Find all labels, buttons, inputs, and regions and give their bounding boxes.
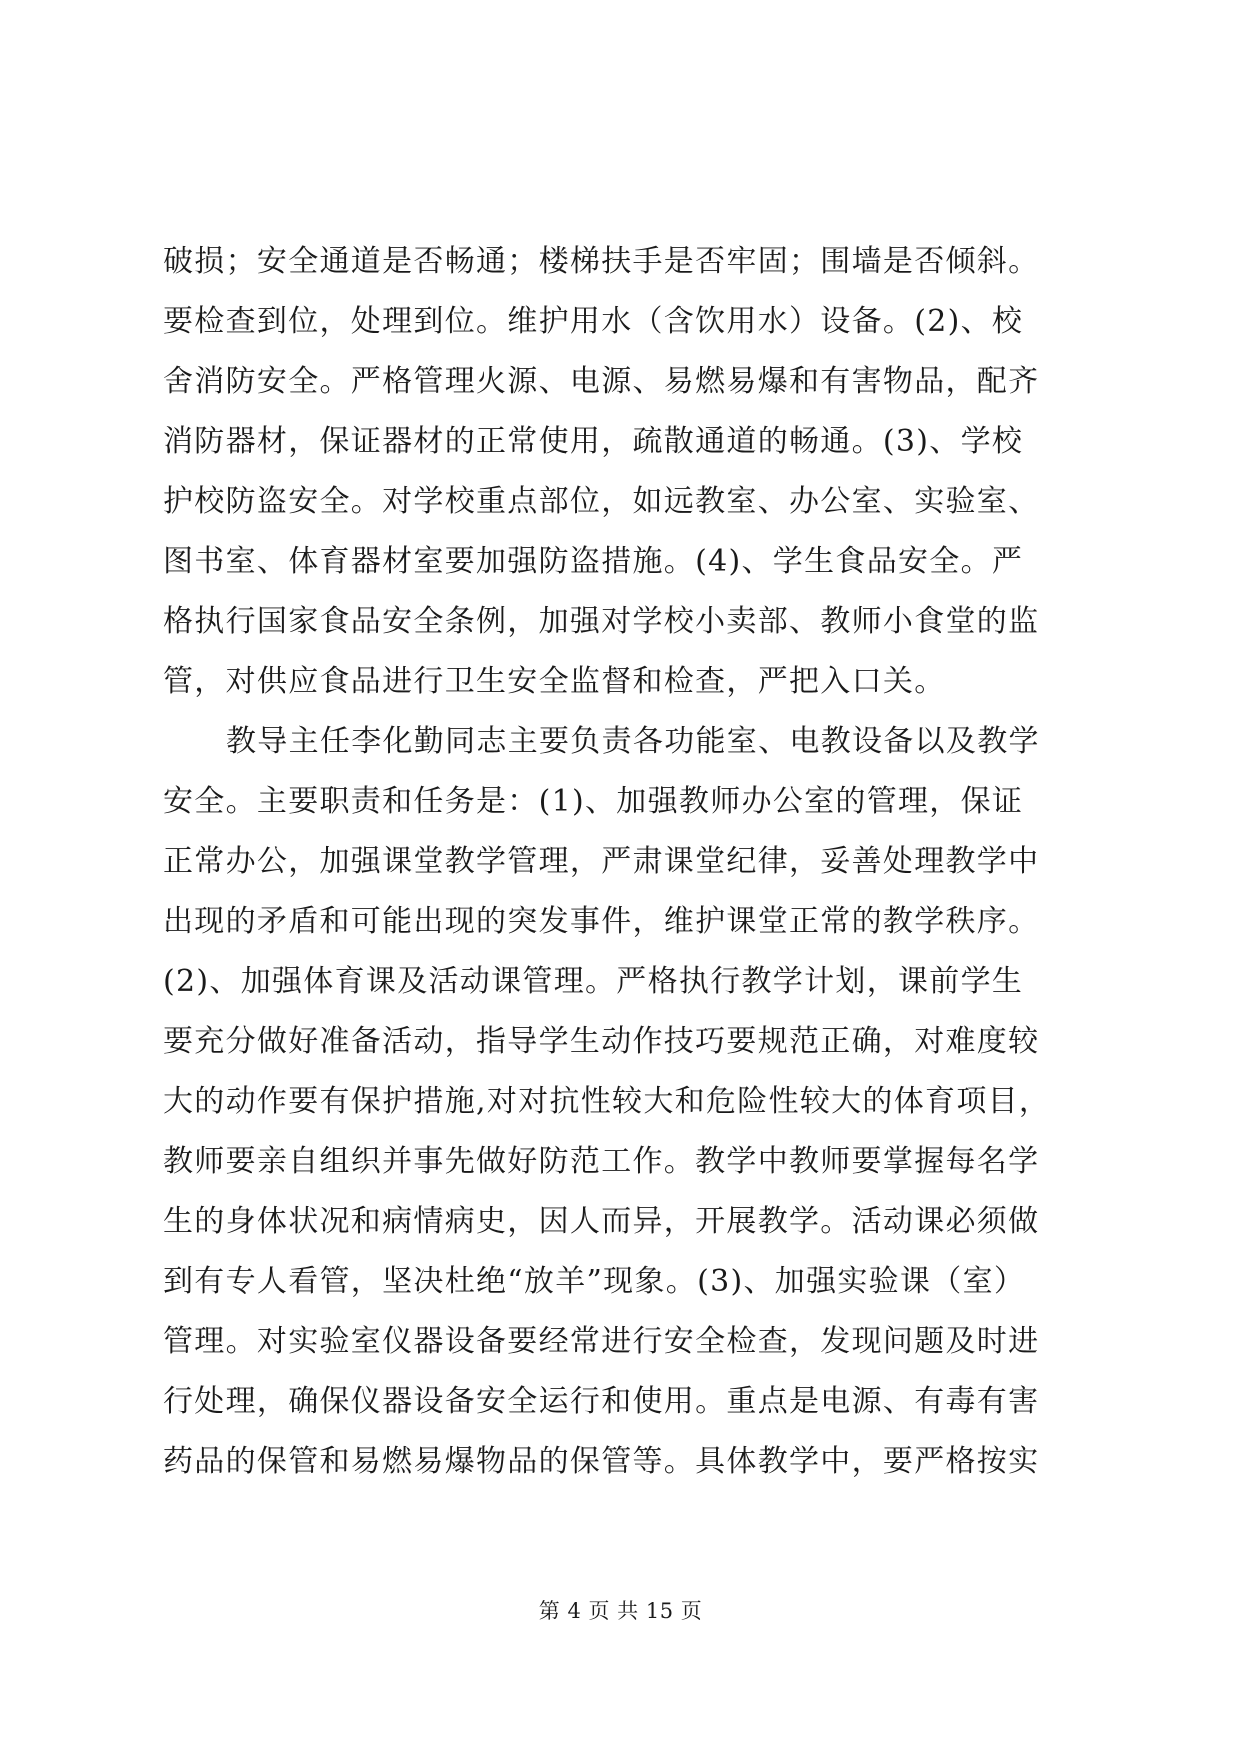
text-line: 安全。主要职责和任务是：(1)、加强教师办公室的管理，保证 xyxy=(163,784,1024,819)
text-line: 药品的保管和易燃易爆物品的保管等。具体教学中，要严格按实 xyxy=(163,1444,1040,1479)
text-line: 出现的矛盾和可能出现的突发事件，维护课堂正常的教学秩序。 xyxy=(163,904,1040,939)
body-text xyxy=(163,232,1083,1492)
text-line: 管，对供应食品进行卫生安全监督和检查，严把入口关。 xyxy=(163,664,946,699)
text-line: 大的动作要有保护措施,对对抗性较大和危险性较大的体育项目， xyxy=(163,1084,1051,1119)
text-line: 教师要亲自组织并事先做好防范工作。教学中教师要掌握每名学 xyxy=(163,1144,1040,1179)
text-line: 要充分做好准备活动，指导学生动作技巧要规范正确，对难度较 xyxy=(163,1024,1040,1059)
text-line: 到有专人看管，坚决杜绝“放羊”现象。(3)、加强实验课（室） xyxy=(163,1264,1026,1299)
text-line: 要检查到位，处理到位。维护用水（含饮用水）设备。(2)、校 xyxy=(163,304,1024,339)
text-line: (2)、加强体育课及活动课管理。严格执行教学计划，课前学生 xyxy=(163,964,1024,999)
text-line: 舍消防安全。严格管理火源、电源、易燃易爆和有害物品，配齐 xyxy=(163,364,1040,399)
text-line: 破损；安全通道是否畅通；楼梯扶手是否牢固；围墙是否倾斜。 xyxy=(163,244,1040,279)
paragraph-first-line: 教导主任李化勤同志主要负责各功能室、电教设备以及教学 xyxy=(226,724,1040,759)
text-line: 护校防盗安全。对学校重点部位，如远教室、办公室、实验室、 xyxy=(163,484,1040,519)
page-number-footer: 第 4 页 共 15 页 xyxy=(538,1599,703,1623)
text-line: 正常办公，加强课堂教学管理，严肃课堂纪律，妥善处理教学中 xyxy=(163,844,1040,879)
text-line: 行处理，确保仪器设备安全运行和使用。重点是电源、有毒有害 xyxy=(163,1384,1040,1419)
text-line: 管理。对实验室仪器设备要经常进行安全检查，发现问题及时进 xyxy=(163,1324,1040,1359)
text-line: 图书室、体育器材室要加强防盗措施。(4)、学生食品安全。严 xyxy=(163,544,1024,579)
text-line: 格执行国家食品安全条例，加强对学校小卖部、教师小食堂的监 xyxy=(163,604,1040,639)
text-line: 消防器材，保证器材的正常使用，疏散通道的畅通。(3)、学校 xyxy=(163,424,1024,459)
text-line: 生的身体状况和病情病史，因人而异，开展教学。活动课必须做 xyxy=(163,1204,1040,1239)
